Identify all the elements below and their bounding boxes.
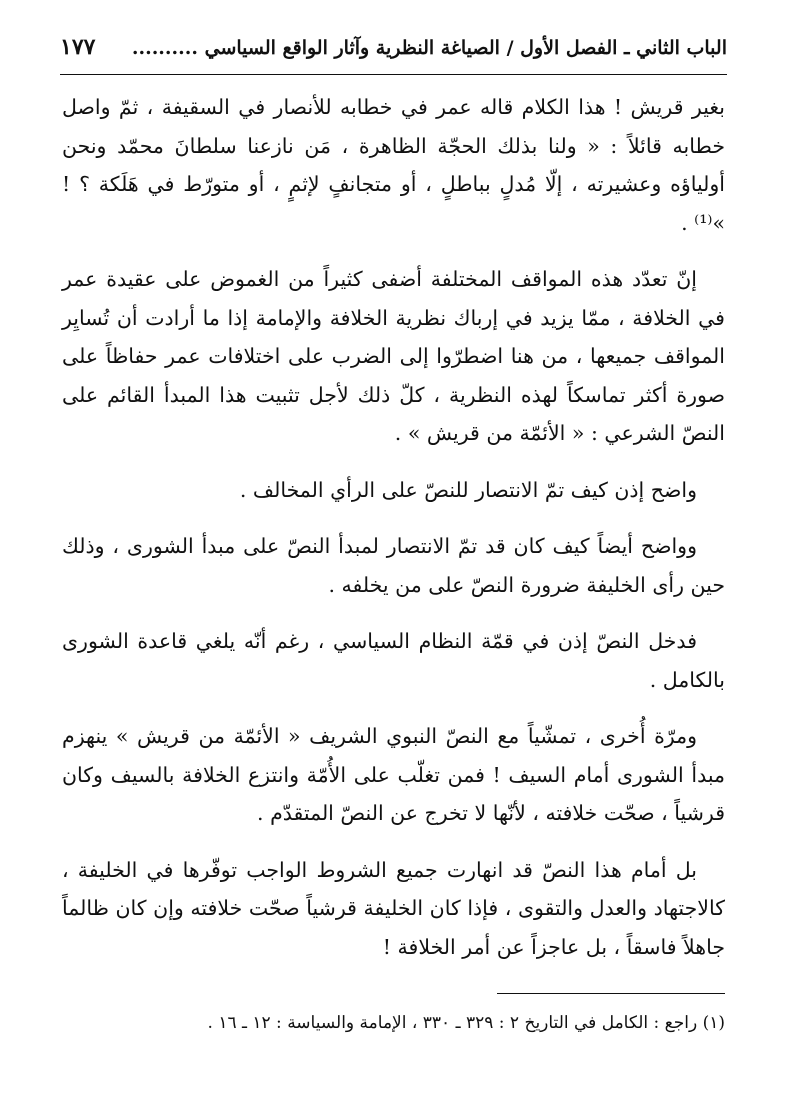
paragraph-1: بغير قريش ! هذا الكلام قاله عمر في خطابه للأنصار في السقيفة ، ثمّ واصل خطابه قائلاً : « ولنا بذلك الحجّة الظاهرة ، مَن نازعنا سلطانَ محمّد ونحن أولياؤه وعشيرته ، إلّا مُدلٍ بباطلٍ ، أو متجانفٍ لإثمٍ ، أو متورّط في هَلَكة ؟ ! »⁽¹⁾ . [62, 95, 725, 235]
footnote-separator [497, 993, 725, 994]
paragraph-5: فدخل النصّ إذن في قمّة النظام السياسي ، رغم أنّه يلغي قاعدة الشورى بالكامل . [62, 629, 725, 692]
body-text [62, 88, 725, 984]
chapter-title: الباب الثاني ـ الفصل الأول / الصياغة النظرية وآثار الواقع السياسي .......... [131, 37, 727, 59]
paragraph-7: بل أمام هذا النصّ قد انهارت جميع الشروط الواجب توفّرها في الخليفة ، كالاجتهاد والعدل والتقوى ، فإذا كان الخليفة قرشياً صحّت خلافته وإن كان ظالماً جاهلاً فاسقاً ، بل عاجزاً عن أمر الخلافة ! [62, 857, 725, 959]
running-header [60, 34, 727, 75]
footnote: (١) راجع : الكامل في التاريخ ٢ : ٣٢٩ ـ ٣٣٠ ، الإمامة والسياسة : ١٢ ـ ١٦ . [207, 1013, 725, 1033]
paragraph-6: ومرّة أُخرى ، تمشّياً مع النصّ النبوي الشريف « الأئمّة من قريش » ينهزم مبدأ الشورى أمام السيف ! فمن تغلّب على الأُمّة وانتزع الخلافة بالسيف وكان قرشياً ، صحّت خلافته ، لأنّها لا تخرج عن النصّ المتقدّم . [62, 724, 725, 825]
paragraph-2: إنّ تعدّد هذه المواقف المختلفة أضفى كثيراً من الغموض على عقيدة عمر في الخلافة ، ممّا يزيد في إرباك نظرية الخلافة والإمامة إذا ما أرادت أن تُسايِر المواقف جميعها ، من هنا اضطرّوا إلى الضرب على اختلافات عمر حفاظاً على صورة أكثر تماسكاً لهذه النظرية ، كلّ ذلك لأجل تثبيت هذا المبدأ القائم على النصّ الشرعي : « الأئمّة من قريش » . [62, 267, 725, 445]
paragraph-4: وواضح أيضاً كيف كان قد تمّ الانتصار لمبدأ النصّ على مبدأ الشورى ، وذلك حين رأى الخليفة ضرورة النصّ على من يخلفه . [62, 534, 725, 597]
page-number: ١٧٧ [60, 34, 96, 60]
paragraph-3: واضح إذن كيف تمّ الانتصار للنصّ على الرأي المخالف . [239, 477, 697, 502]
